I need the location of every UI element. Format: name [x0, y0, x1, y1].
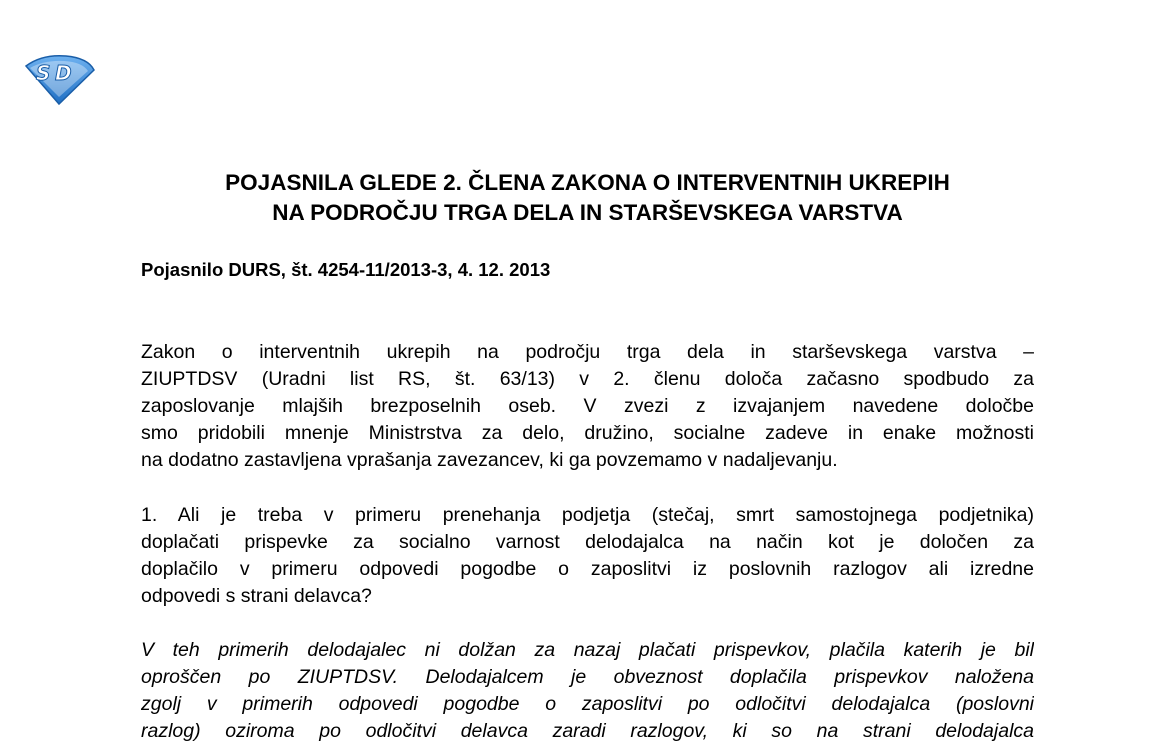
question-paragraph	[141, 502, 1034, 610]
paragraph-line: smo pridobili mnenje Ministrstva za delo, družino, socialne zadeve in enake možnosti	[141, 422, 1034, 444]
page-title	[100, 168, 1075, 228]
svg-text:S: S	[36, 61, 51, 85]
paragraph-line: na dodatno zastavljena vprašanja zavezancev, ki ga povzemamo v nadaljevanju.	[141, 449, 838, 471]
paragraph-line: V teh primerih delodajalec ni dolžan za nazaj plačati prispevkov, plačila katerih je bil	[141, 639, 1034, 661]
paragraph-line: doplačilo v primeru odpovedi pogodbe o zaposlitvi iz poslovnih razlogov ali izredne	[141, 558, 1034, 580]
title-line-1: POJASNILA GLEDE 2. ČLENA ZAKONA O INTERVENTNIH UKREPIH	[225, 170, 950, 195]
paragraph-line: odpovedi s strani delavca?	[141, 585, 372, 607]
paragraph-line: doplačati prispevke za socialno varnost delodajalca na način kot je določen za	[141, 531, 1034, 553]
document-reference: Pojasnilo DURS, št. 4254-11/2013-3, 4. 12. 2013	[141, 259, 551, 280]
title-line-2: NA PODROČJU TRGA DELA IN STARŠEVSKEGA VARSTVA	[272, 200, 903, 225]
paragraph-line: oproščen po ZIUPTDSV. Delodajalcem je obveznost doplačila prispevkov naložena	[141, 666, 1034, 688]
paragraph-line: zgolj v primerih odpovedi pogodbe o zaposlitvi po odločitvi delodajalca (poslovni	[141, 693, 1034, 715]
paragraph-line: zaposlovanje mlajših brezposelnih oseb. V zvezi z izvajanjem navedene določbe	[141, 395, 1034, 417]
paragraph-line: Zakon o interventnih ukrepih na področju trga dela in starševskega varstva –	[141, 341, 1034, 363]
intro-paragraph	[141, 339, 1034, 474]
paragraph-line: 1. Ali je treba v primeru prenehanja podjetja (stečaj, smrt samostojnega podjetnika)	[141, 504, 1034, 526]
paragraph-line: razlog) oziroma po odločitvi delavca zaradi razlogov, ki so na strani delodajalca	[141, 720, 1034, 742]
answer-paragraph	[141, 637, 1034, 743]
svg-text:D: D	[55, 61, 72, 85]
paragraph-line: ZIUPTDSV (Uradni list RS, št. 63/13) v 2. členu določa začasno spodbudo za	[141, 368, 1034, 390]
sd-logo	[22, 50, 96, 106]
